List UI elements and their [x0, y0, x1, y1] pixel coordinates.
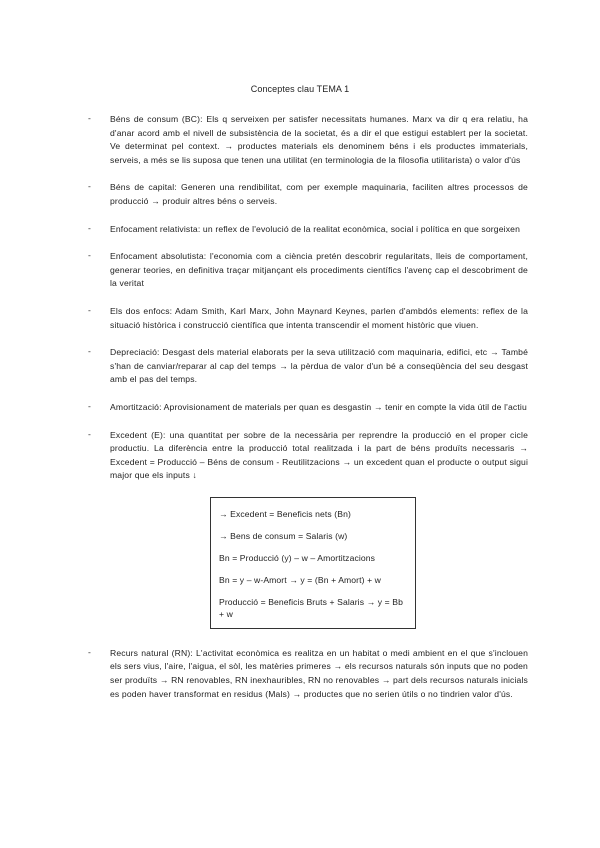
- formula-line: → Bens de consum = Salaris (w): [219, 530, 348, 541]
- item-text: Béns de capital: Generen una rendibilitat, com per exemple maquinaria, faciliten altres processos de producció → produir altres béns o serveis.: [110, 182, 528, 206]
- list-item-recurs-natural: [88, 647, 528, 701]
- item-text: Béns de consum (BC): Els q serveixen per satisfer necessitats humanes. Marx va dir q era relatiu, ha d'anar acord amb el nivell de subsistència de la societat, és a dir el que estigui establert per la societat. Ve determinat pel context. → productes materials els denominem béns i els productes immaterials, serveis, a més se lis suposa que tenen una utilitat (en terminologia de la filosofia utilitarista) o valor d'ús: [110, 114, 528, 165]
- list-item-amortitzacio: [88, 401, 528, 415]
- item-text: Recurs natural (RN): L'activitat econòmica es realitza en un habitat o medi ambient en el que s'inclouen els sers vius, l'aire, l'aigua, el sòl, les matèries primeres → els recursos naturals són inputs que no poden ser produïts → RN renovables, RN inexhauribles, RN no renovables → part dels recursos naturals inicials es poden haver transformat en residus (Mals) → productes que no serien útils o no tindrien valor d'ús.: [110, 647, 528, 699]
- formula-line: Bn = y – w-Amort → y = (Bn + Amort) + w: [219, 574, 381, 585]
- bullet-dash: -: [88, 113, 91, 123]
- bullet-dash: -: [88, 428, 91, 439]
- bullet-dash: -: [88, 222, 91, 233]
- item-text: Amortització: Aprovisionament de materials per quan es desgastin → tenir en compte la vida útil de l'actiu: [110, 401, 527, 412]
- list-item-enfocament-absolutista: [88, 250, 528, 291]
- formula-line: Bn = Producció (y) – w – Amortitzacions: [219, 552, 376, 563]
- bullet-dash: -: [88, 400, 91, 411]
- list-item-enfocament-relativista: [88, 223, 528, 237]
- list-item-depreciacio: [88, 346, 528, 387]
- bullet-dash: -: [88, 646, 91, 657]
- bullet-dash: -: [88, 304, 91, 315]
- bullet-dash: -: [88, 181, 91, 192]
- item-text: Excedent (E): una quantitat per sobre de la necessària per reprendre la producció en el proper cicle productiu. La diferència entre la producció total realitzada i la part de béns produïts necessaris → Excedent = Producció – Béns de consum - Reutilitzacions → un excedent quan el producte o output sigui major que els inputs ↓: [110, 429, 528, 481]
- item-text: Depreciació: Desgast dels material elaborats per la seva utilització com maquinaria, edifici, etc → També s'han de canviar/reparar al cap del temps → la pèrdua de valor d'un bé a conseqüència del seu desgast amb el pas del temps.: [110, 347, 528, 385]
- formula-line: → Excedent = Beneficis nets (Bn): [219, 508, 351, 519]
- document-title: Conceptes clau TEMA 1: [250, 84, 350, 94]
- item-text: Enfocament absolutista: l'economia com a ciència pretén descobrir regularitats, lleis de comportament, generar teories, en definitiva traçar mitjançant els procediments científics l'avenç cap el descobriment de la veritat: [110, 251, 528, 289]
- bullet-dash: -: [88, 250, 91, 261]
- list-item-bens-de-consum: [88, 113, 528, 167]
- item-text: Enfocament relativista: un reflex de l'evolució de la realitat econòmica, social i política en que sorgeixen: [110, 223, 521, 234]
- list-item-els-dos-enfocs: [88, 305, 528, 332]
- list-item-bens-de-capital: [88, 181, 528, 208]
- bullet-dash: -: [88, 346, 91, 357]
- formula-box: [210, 497, 416, 629]
- concept-list: [88, 113, 528, 715]
- formula-line: Producció = Beneficis Bruts + Salaris → y = Bb + w: [219, 596, 403, 619]
- list-item-excedent: [88, 429, 528, 483]
- item-text: Els dos enfocs: Adam Smith, Karl Marx, John Maynard Keynes, parlen d'ambdós elements: reflex de la situació històrica i construcció científica que intenta transcendir el moment històric que viuen.: [110, 305, 528, 330]
